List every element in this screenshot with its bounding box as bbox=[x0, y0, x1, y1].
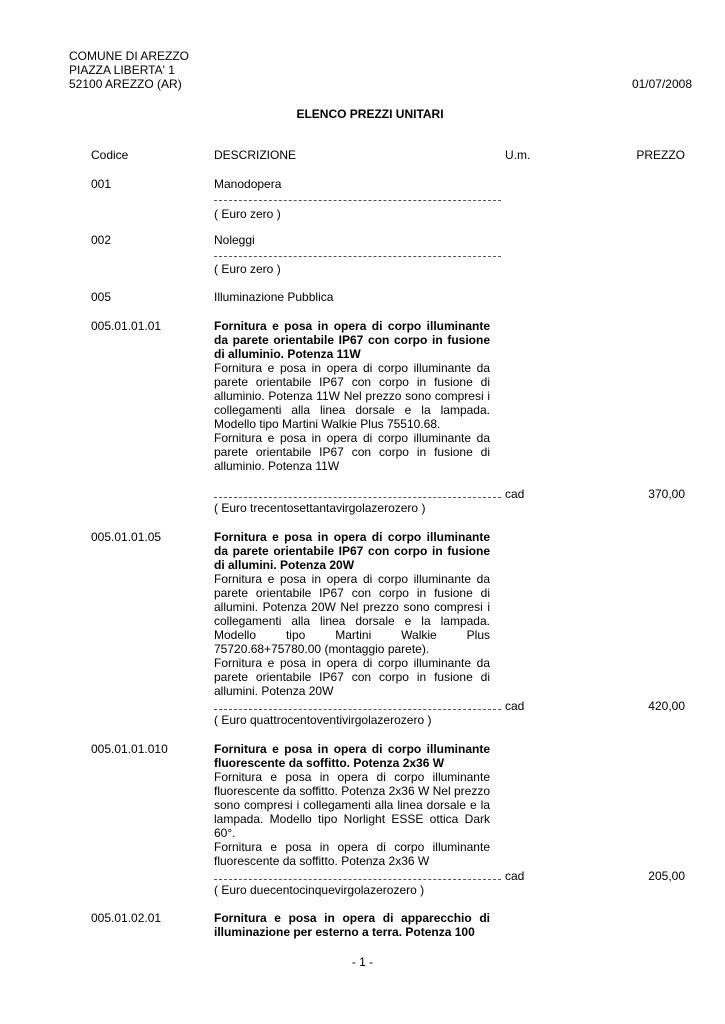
item-price-words: ( Euro zero ) bbox=[214, 207, 281, 221]
separator-line bbox=[214, 497, 501, 498]
item-unit: cad bbox=[505, 487, 525, 501]
item-title: Fornitura e posa in opera di apparecchio di illuminazione per esterno a terra. Potenza 100 bbox=[214, 911, 490, 939]
item-text: Fornitura e posa in opera di corpo illuminante da parete orientabile IP67 con corpo in fusione di allumini. Potenza 20W Nel prezzo sono compresi i collegamenti alla linea dorsale e la lampada. Modello tipo Martini Walkie Plus 75720.68+75780.00 (montaggio parete). bbox=[214, 572, 490, 656]
item-code: 005.01.01.01 bbox=[91, 319, 162, 333]
item-price-words: ( Euro quattrocentoventivirgolazerozero ) bbox=[214, 713, 432, 727]
item-code: 005.01.01.05 bbox=[91, 530, 162, 544]
item-title: Fornitura e posa in opera di corpo illuminante da parete orientabile IP67 con corpo in fusione di allumini. Potenza 20W bbox=[214, 530, 490, 572]
item-text: Fornitura e posa in opera di corpo illuminante fluorescente da soffitto. Potenza 2x36 W Nel prezzo sono compresi i collegamenti alla linea dorsale e la lampada. Modello tipo Norlight ESSE ottica Dark 60°. bbox=[214, 770, 490, 840]
item-text-repeat: Fornitura e posa in opera di corpo illuminante fluorescente da soffitto. Potenza 2x36 W bbox=[214, 840, 490, 868]
header-line-2: PIAZZA LIBERTA' 1 bbox=[69, 63, 175, 77]
separator-line bbox=[214, 256, 501, 257]
column-header-um: U.m. bbox=[505, 148, 531, 162]
separator-line bbox=[214, 200, 501, 201]
separator-line bbox=[214, 879, 501, 880]
item-code: 005.01.02.01 bbox=[91, 911, 162, 925]
separator-line bbox=[214, 709, 501, 710]
item-title: Fornitura e posa in opera di corpo illuminante fluorescente da soffitto. Potenza 2x36 W bbox=[214, 742, 490, 770]
header-line-1: COMUNE DI AREZZO bbox=[69, 49, 190, 63]
item-description bbox=[214, 742, 490, 868]
item-code: 005 bbox=[91, 290, 112, 304]
item-code: 002 bbox=[91, 233, 112, 247]
page-title: ELENCO PREZZI UNITARI bbox=[296, 107, 444, 121]
item-text-repeat: Fornitura e posa in opera di corpo illuminante da parete orientabile IP67 con corpo in fusione di alluminio. Potenza 11W bbox=[214, 431, 490, 473]
page-number: - 1 - bbox=[351, 955, 374, 969]
item-description bbox=[214, 530, 490, 698]
item-description: Noleggi bbox=[214, 233, 255, 247]
item-price-words: ( Euro duecentocinquevirgolazerozero ) bbox=[214, 883, 425, 897]
column-header-code: Codice bbox=[91, 148, 129, 162]
item-price-words: ( Euro trecentosettantavirgolazerozero ) bbox=[214, 501, 426, 515]
item-price: 205,00 bbox=[648, 869, 685, 883]
header-line-3: 52100 AREZZO (AR) bbox=[69, 77, 182, 91]
document-date: 01/07/2008 bbox=[631, 77, 692, 91]
item-unit: cad bbox=[505, 699, 525, 713]
item-description bbox=[214, 319, 490, 473]
item-text: Fornitura e posa in opera di corpo illuminante da parete orientabile IP67 con corpo in fusione di alluminio. Potenza 11W Nel prezzo sono compresi i collegamenti alla linea dorsale e la lampada. Modello tipo Martini Walkie Plus 75510.68. bbox=[214, 361, 490, 431]
item-description: Illuminazione Pubblica bbox=[214, 290, 334, 304]
item-unit: cad bbox=[505, 869, 525, 883]
item-description bbox=[214, 911, 490, 939]
item-code: 005.01.01.010 bbox=[91, 742, 168, 756]
item-price: 370,00 bbox=[648, 487, 685, 501]
item-description: Manodopera bbox=[214, 177, 282, 191]
item-title: Fornitura e posa in opera di corpo illuminante da parete orientabile IP67 con corpo in fusione di alluminio. Potenza 11W bbox=[214, 319, 490, 361]
item-text-repeat: Fornitura e posa in opera di corpo illuminante da parete orientabile IP67 con corpo in fusione di allumini. Potenza 20W bbox=[214, 656, 490, 698]
item-price: 420,00 bbox=[648, 699, 685, 713]
column-header-description: DESCRIZIONE bbox=[214, 148, 297, 162]
item-code: 001 bbox=[91, 177, 112, 191]
column-header-price: PREZZO bbox=[636, 148, 685, 162]
item-price-words: ( Euro zero ) bbox=[214, 262, 281, 276]
